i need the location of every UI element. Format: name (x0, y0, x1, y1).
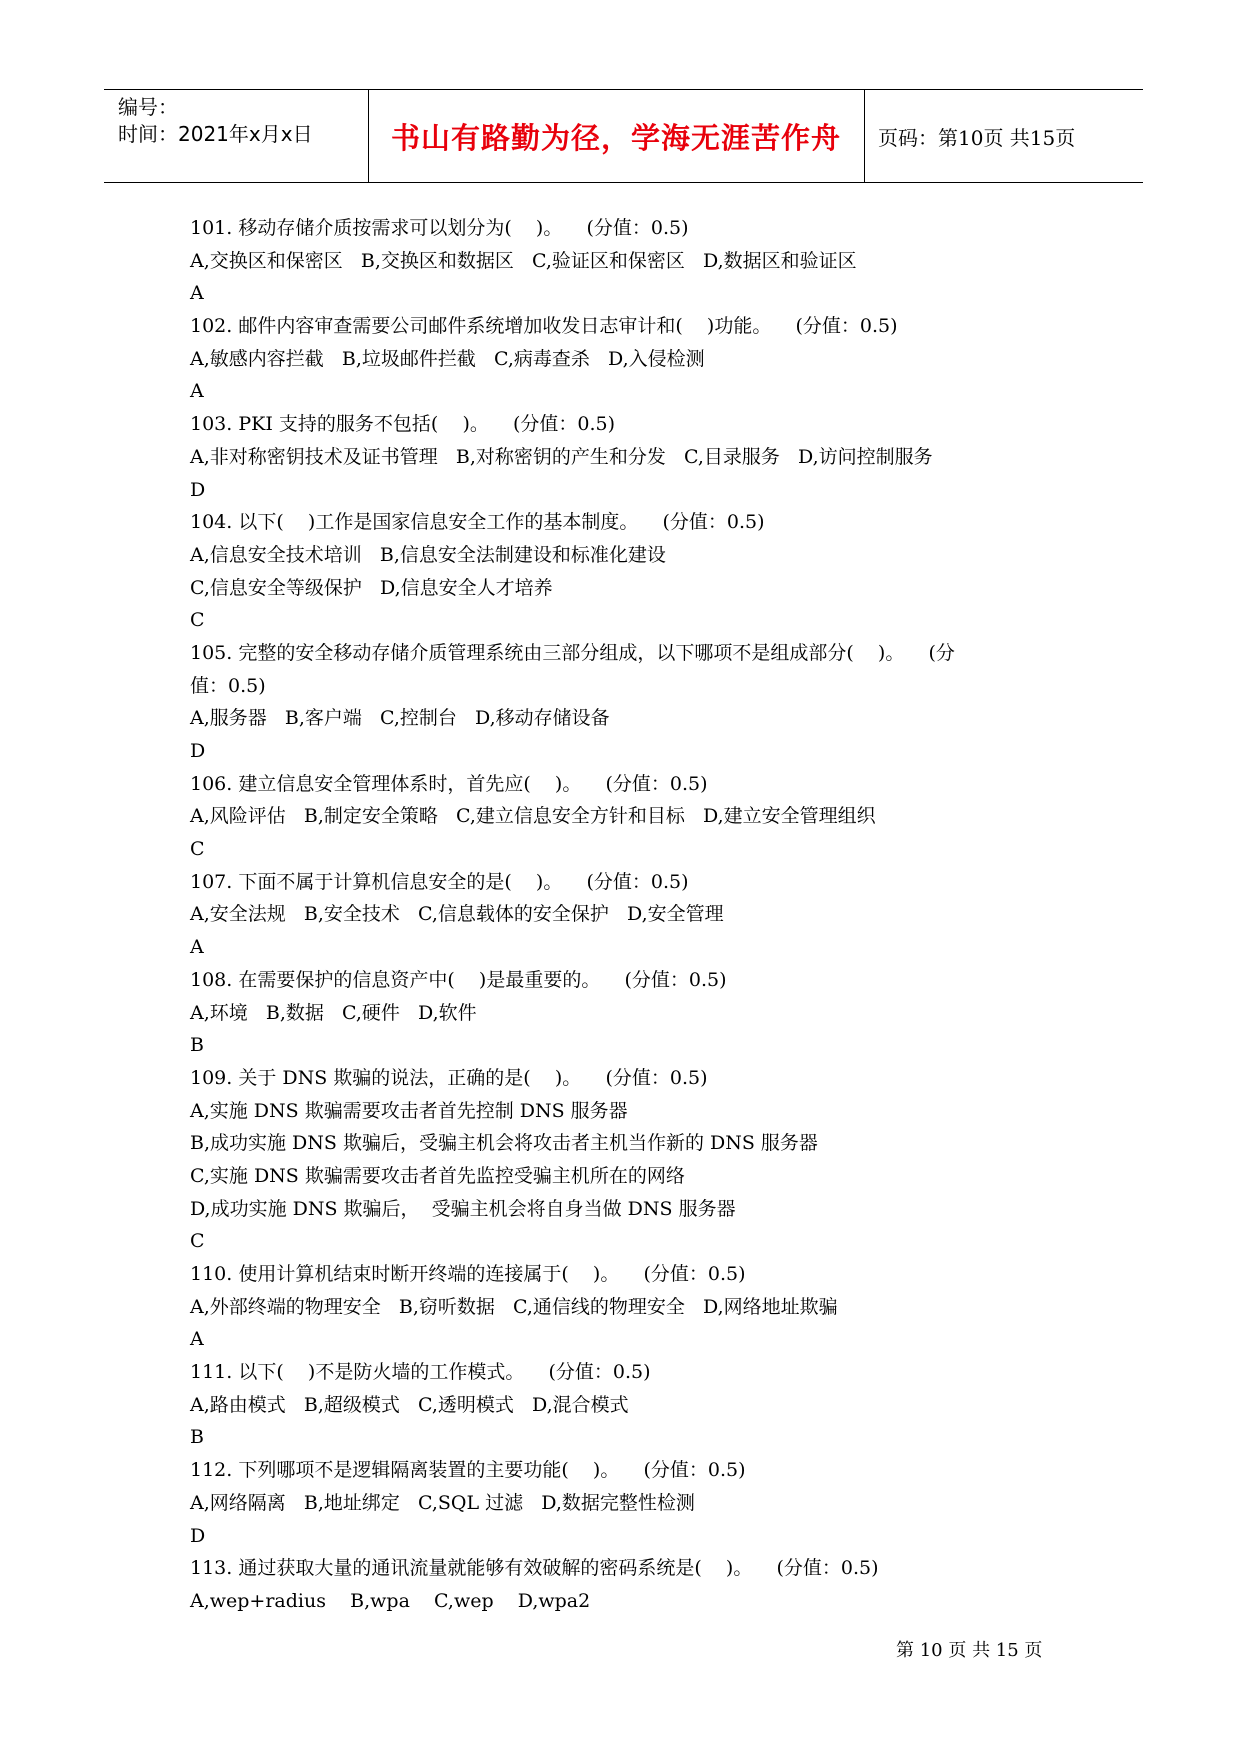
page-footer: 第 10 页 共 15 页 (896, 1640, 1043, 1661)
question-answer: A (190, 282, 204, 305)
question-text: 110. 使用计算机结束时断开终端的连接属于( )。 (分值：0.5) (190, 1263, 746, 1285)
question-answer: B (190, 1034, 204, 1057)
question-options: A,信息安全技术培训 B,信息安全法制建设和标准化建设 (190, 543, 666, 566)
question-answer: A (190, 1328, 204, 1351)
question-answer: A (190, 380, 204, 403)
header-meta-cell (104, 90, 369, 182)
question-answer: D (190, 478, 206, 501)
question-options: A,非对称密钥技术及证书管理 B,对称密钥的产生和分发 C,目录服务 D,访问控制服务 (190, 445, 933, 468)
question-text: 113. 通过获取大量的通讯流量就能够有效破解的密码系统是( )。 (分值：0.5) (190, 1557, 879, 1580)
question-text: 102. 邮件内容审查需要公司邮件系统增加收发日志审计和( )功能。 (分值：0.5) (190, 315, 898, 338)
question-list (190, 212, 1070, 1618)
question-text: 112. 下列哪项不是逻辑隔离装置的主要功能( )。 (分值：0.5) (190, 1459, 746, 1482)
question-answer: C (190, 838, 205, 861)
question-options: B,成功实施 DNS 欺骗后，受骗主机会将攻击者主机当作新的 DNS 服务器 (190, 1132, 818, 1155)
question-options: A,环境 B,数据 C,硬件 D,软件 (190, 1001, 477, 1024)
question-answer: D (190, 1524, 206, 1547)
question-options: A,外部终端的物理安全 B,窃听数据 C,通信线的物理安全 D,网络地址欺骗 (190, 1295, 838, 1318)
header-page-code: 页码：第10页 共15页 (878, 125, 1076, 150)
question-options: A,交换区和保密区 B,交换区和数据区 C,验证区和保密区 D,数据区和验证区 (190, 249, 857, 272)
question-options: A,服务器 B,客户端 C,控制台 D,移动存储设备 (190, 707, 610, 730)
question-answer: C (190, 1230, 205, 1253)
question-options: A,网络隔离 B,地址绑定 C,SQL 过滤 D,数据完整性检测 (190, 1491, 695, 1514)
question-text: 103. PKI 支持的服务不包括( )。 (分值：0.5) (190, 413, 616, 436)
page-header (104, 89, 1143, 183)
doc-time-label: 时间：2021年x月x日 (118, 122, 313, 146)
question-text: 105. 完整的安全移动存储介质管理系统由三部分组成，以下哪项不是组成部分( )。 (分 (190, 641, 955, 664)
question-text: 106. 建立信息安全管理体系时，首先应( )。 (分值：0.5) (190, 772, 708, 795)
question-answer: A (190, 936, 204, 959)
header-motto: 书山有路勤为径，学海无涯苦作舟 (390, 120, 841, 155)
question-options: A,安全法规 B,安全技术 C,信息载体的安全保护 D,安全管理 (190, 903, 724, 926)
question-options: D,成功实施 DNS 欺骗后， 受骗主机会将自身当做 DNS 服务器 (190, 1197, 736, 1220)
question-options: A,路由模式 B,超级模式 C,透明模式 D,混合模式 (190, 1393, 629, 1416)
question-options: A,风险评估 B,制定安全策略 C,建立信息安全方针和目标 D,建立安全管理组织 (190, 805, 876, 828)
question-options: C,信息安全等级保护 D,信息安全人才培养 (190, 576, 553, 599)
question-text-continued: 值：0.5) (190, 674, 266, 697)
header-motto-cell (368, 90, 865, 182)
question-text: 108. 在需要保护的信息资产中( )是最重要的。 (分值：0.5) (190, 968, 727, 991)
header-page-cell (864, 90, 1143, 182)
question-answer: D (190, 740, 206, 762)
question-text: 107. 下面不属于计算机信息安全的是( )。 (分值：0.5) (190, 870, 689, 893)
question-text: 101. 移动存储介质按需求可以划分为( )。 (分值：0.5) (190, 217, 689, 239)
doc-number-label: 编号： (118, 95, 178, 119)
question-options: C,实施 DNS 欺骗需要攻击者首先监控受骗主机所在的网络 (190, 1164, 685, 1187)
question-answer: B (190, 1426, 204, 1449)
question-text: 104. 以下( )工作是国家信息安全工作的基本制度。 (分值：0.5) (190, 511, 765, 534)
question-options: A,敏感内容拦截 B,垃圾邮件拦截 C,病毒查杀 D,入侵检测 (190, 347, 705, 370)
question-answer: C (190, 609, 205, 632)
question-text: 111. 以下( )不是防火墙的工作模式。 (分值：0.5) (190, 1361, 651, 1384)
question-text: 109. 关于 DNS 欺骗的说法，正确的是( )。 (分值：0.5) (190, 1066, 708, 1089)
question-options: A,wep+radius B,wpa C,wep D,wpa2 (190, 1589, 591, 1612)
question-options: A,实施 DNS 欺骗需要攻击者首先控制 DNS 服务器 (190, 1099, 628, 1122)
